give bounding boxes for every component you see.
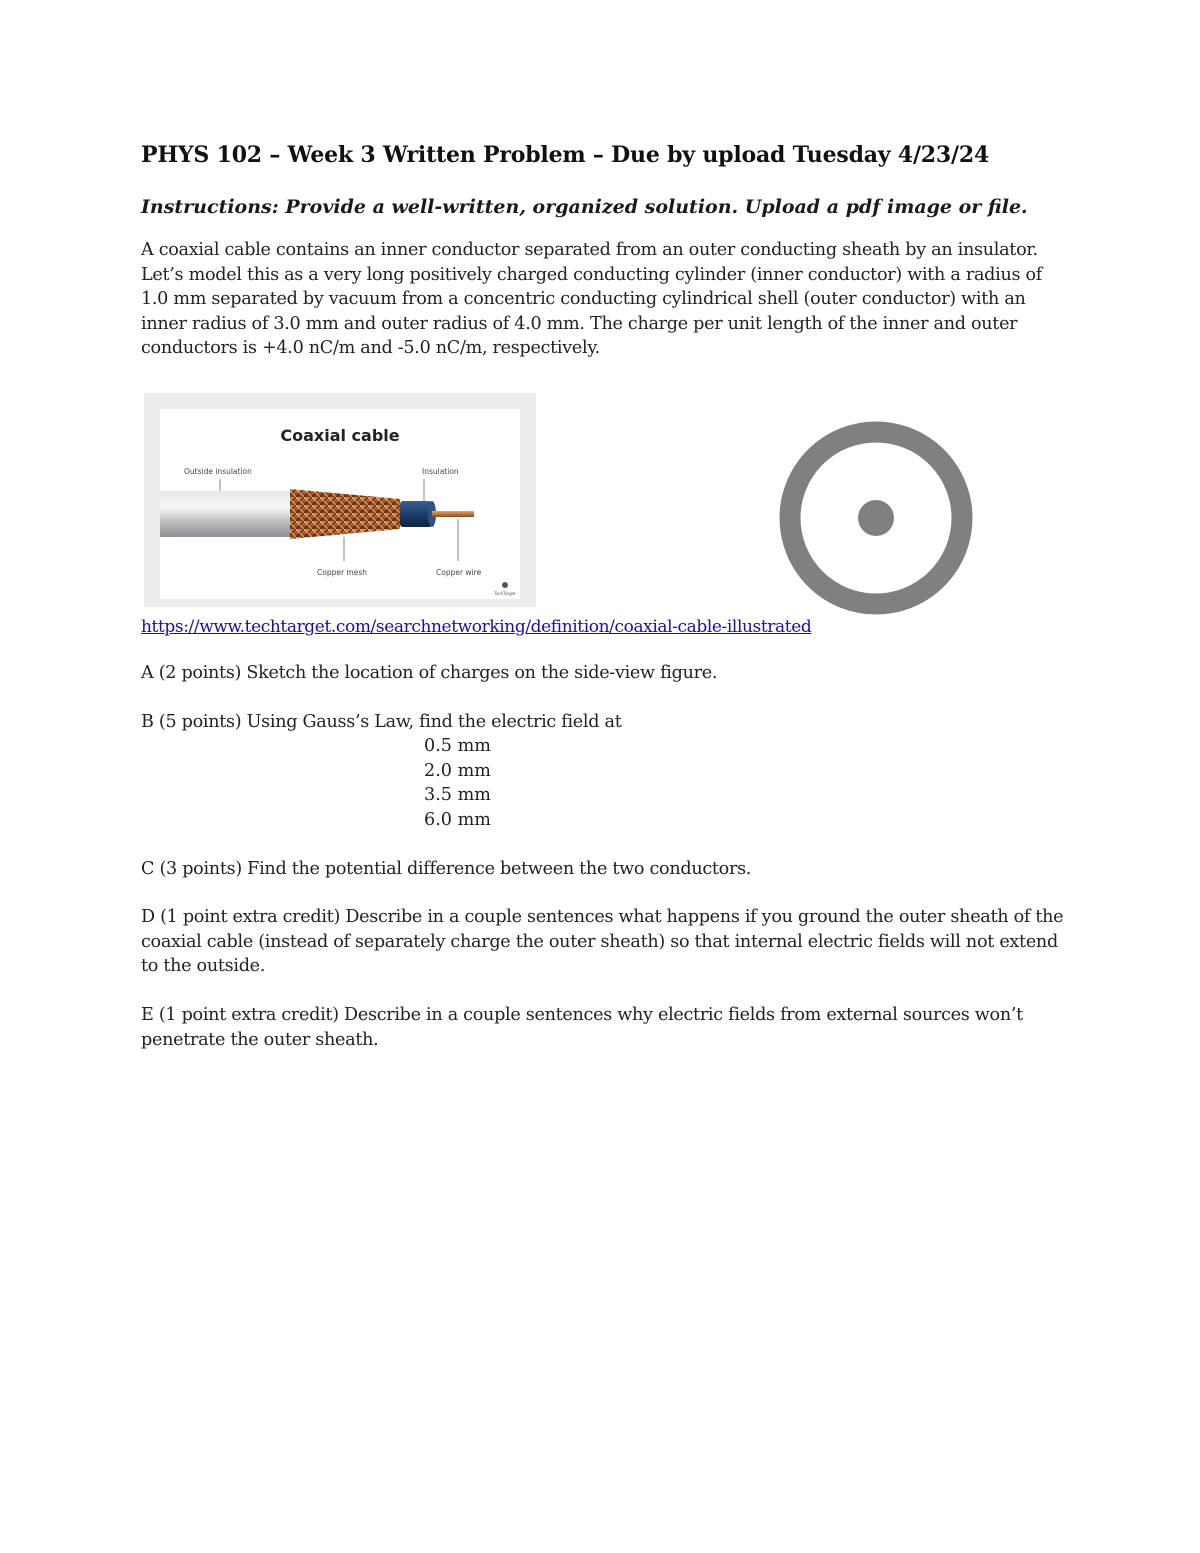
page-title: PHYS 102 – Week 3 Written Problem – Due by upload Tuesday 4/23/24: [141, 142, 990, 168]
distance-item: 0.5 mm: [424, 736, 491, 757]
label-outside-insulation: Outside insulation: [184, 466, 252, 476]
figures-row: [141, 393, 1066, 615]
figure-heading: Coaxial cable: [280, 425, 400, 445]
question-a: A (2 points) Sketch the location of charges on the side-view figure.: [141, 662, 718, 683]
coax-cross-section-diagram: [777, 419, 975, 617]
coaxial-cable-illustration: [144, 393, 536, 607]
techtarget-logo: TechTarget: [494, 590, 516, 596]
distance-item: 3.5 mm: [424, 785, 491, 806]
coaxial-cable-diagram: [160, 409, 520, 599]
problem-statement: A coaxial cable contains an inner conductor separated from an outer conducting sheath by an insulator. Let’s model this as a very long positively charged conducting cylinder (inner conductor) with a radius of 1.0 mm separated by vacuum from a concentric conducting cylindrical shell (outer conductor) with an inner radius of 3.0 mm and outer radius of 4.0 mm. The charge per unit length of the inner and outer conductors is +4.0 nC/m and -5.0 nC/m, respectively.: [141, 240, 1043, 359]
source-link[interactable]: https://www.techtarget.com/searchnetworking/definition/coaxial-cable-illustrated: [141, 616, 812, 637]
copper-wire: [432, 511, 474, 517]
distance-item: 2.0 mm: [424, 760, 491, 781]
label-copper-mesh: Copper mesh: [317, 567, 368, 577]
inner-conductor-disc: [858, 500, 894, 536]
question-e: E (1 point extra credit) Describe in a couple sentences why electric fields from external sources won’t penetrate the outer sheath.: [141, 1004, 1023, 1050]
copper-mesh: [290, 489, 400, 539]
illustration-card: [160, 409, 520, 599]
instructions: Instructions: Provide a well-written, organized solution. Upload a pdf image or file.: [141, 196, 1028, 218]
question-c: C (3 points) Find the potential difference between the two conductors.: [141, 858, 752, 879]
techtarget-logo-icon: [502, 582, 508, 588]
question-b-distances: [424, 734, 1066, 832]
question-b: B (5 points) Using Gauss’s Law, find the electric field at: [141, 711, 622, 732]
document-page: [141, 138, 1066, 1076]
label-insulation: Insulation: [422, 466, 459, 476]
outer-jacket: [160, 491, 292, 537]
dielectric-insulation: [400, 501, 432, 527]
label-copper-wire: Copper wire: [436, 567, 482, 577]
question-d: D (1 point extra credit) Describe in a couple sentences what happens if you ground the outer sheath of the coaxial cable (instead of separately charge the outer sheath) so that internal electric fields will not extend to the outside.: [141, 907, 1064, 977]
distance-item: 6.0 mm: [424, 809, 491, 830]
